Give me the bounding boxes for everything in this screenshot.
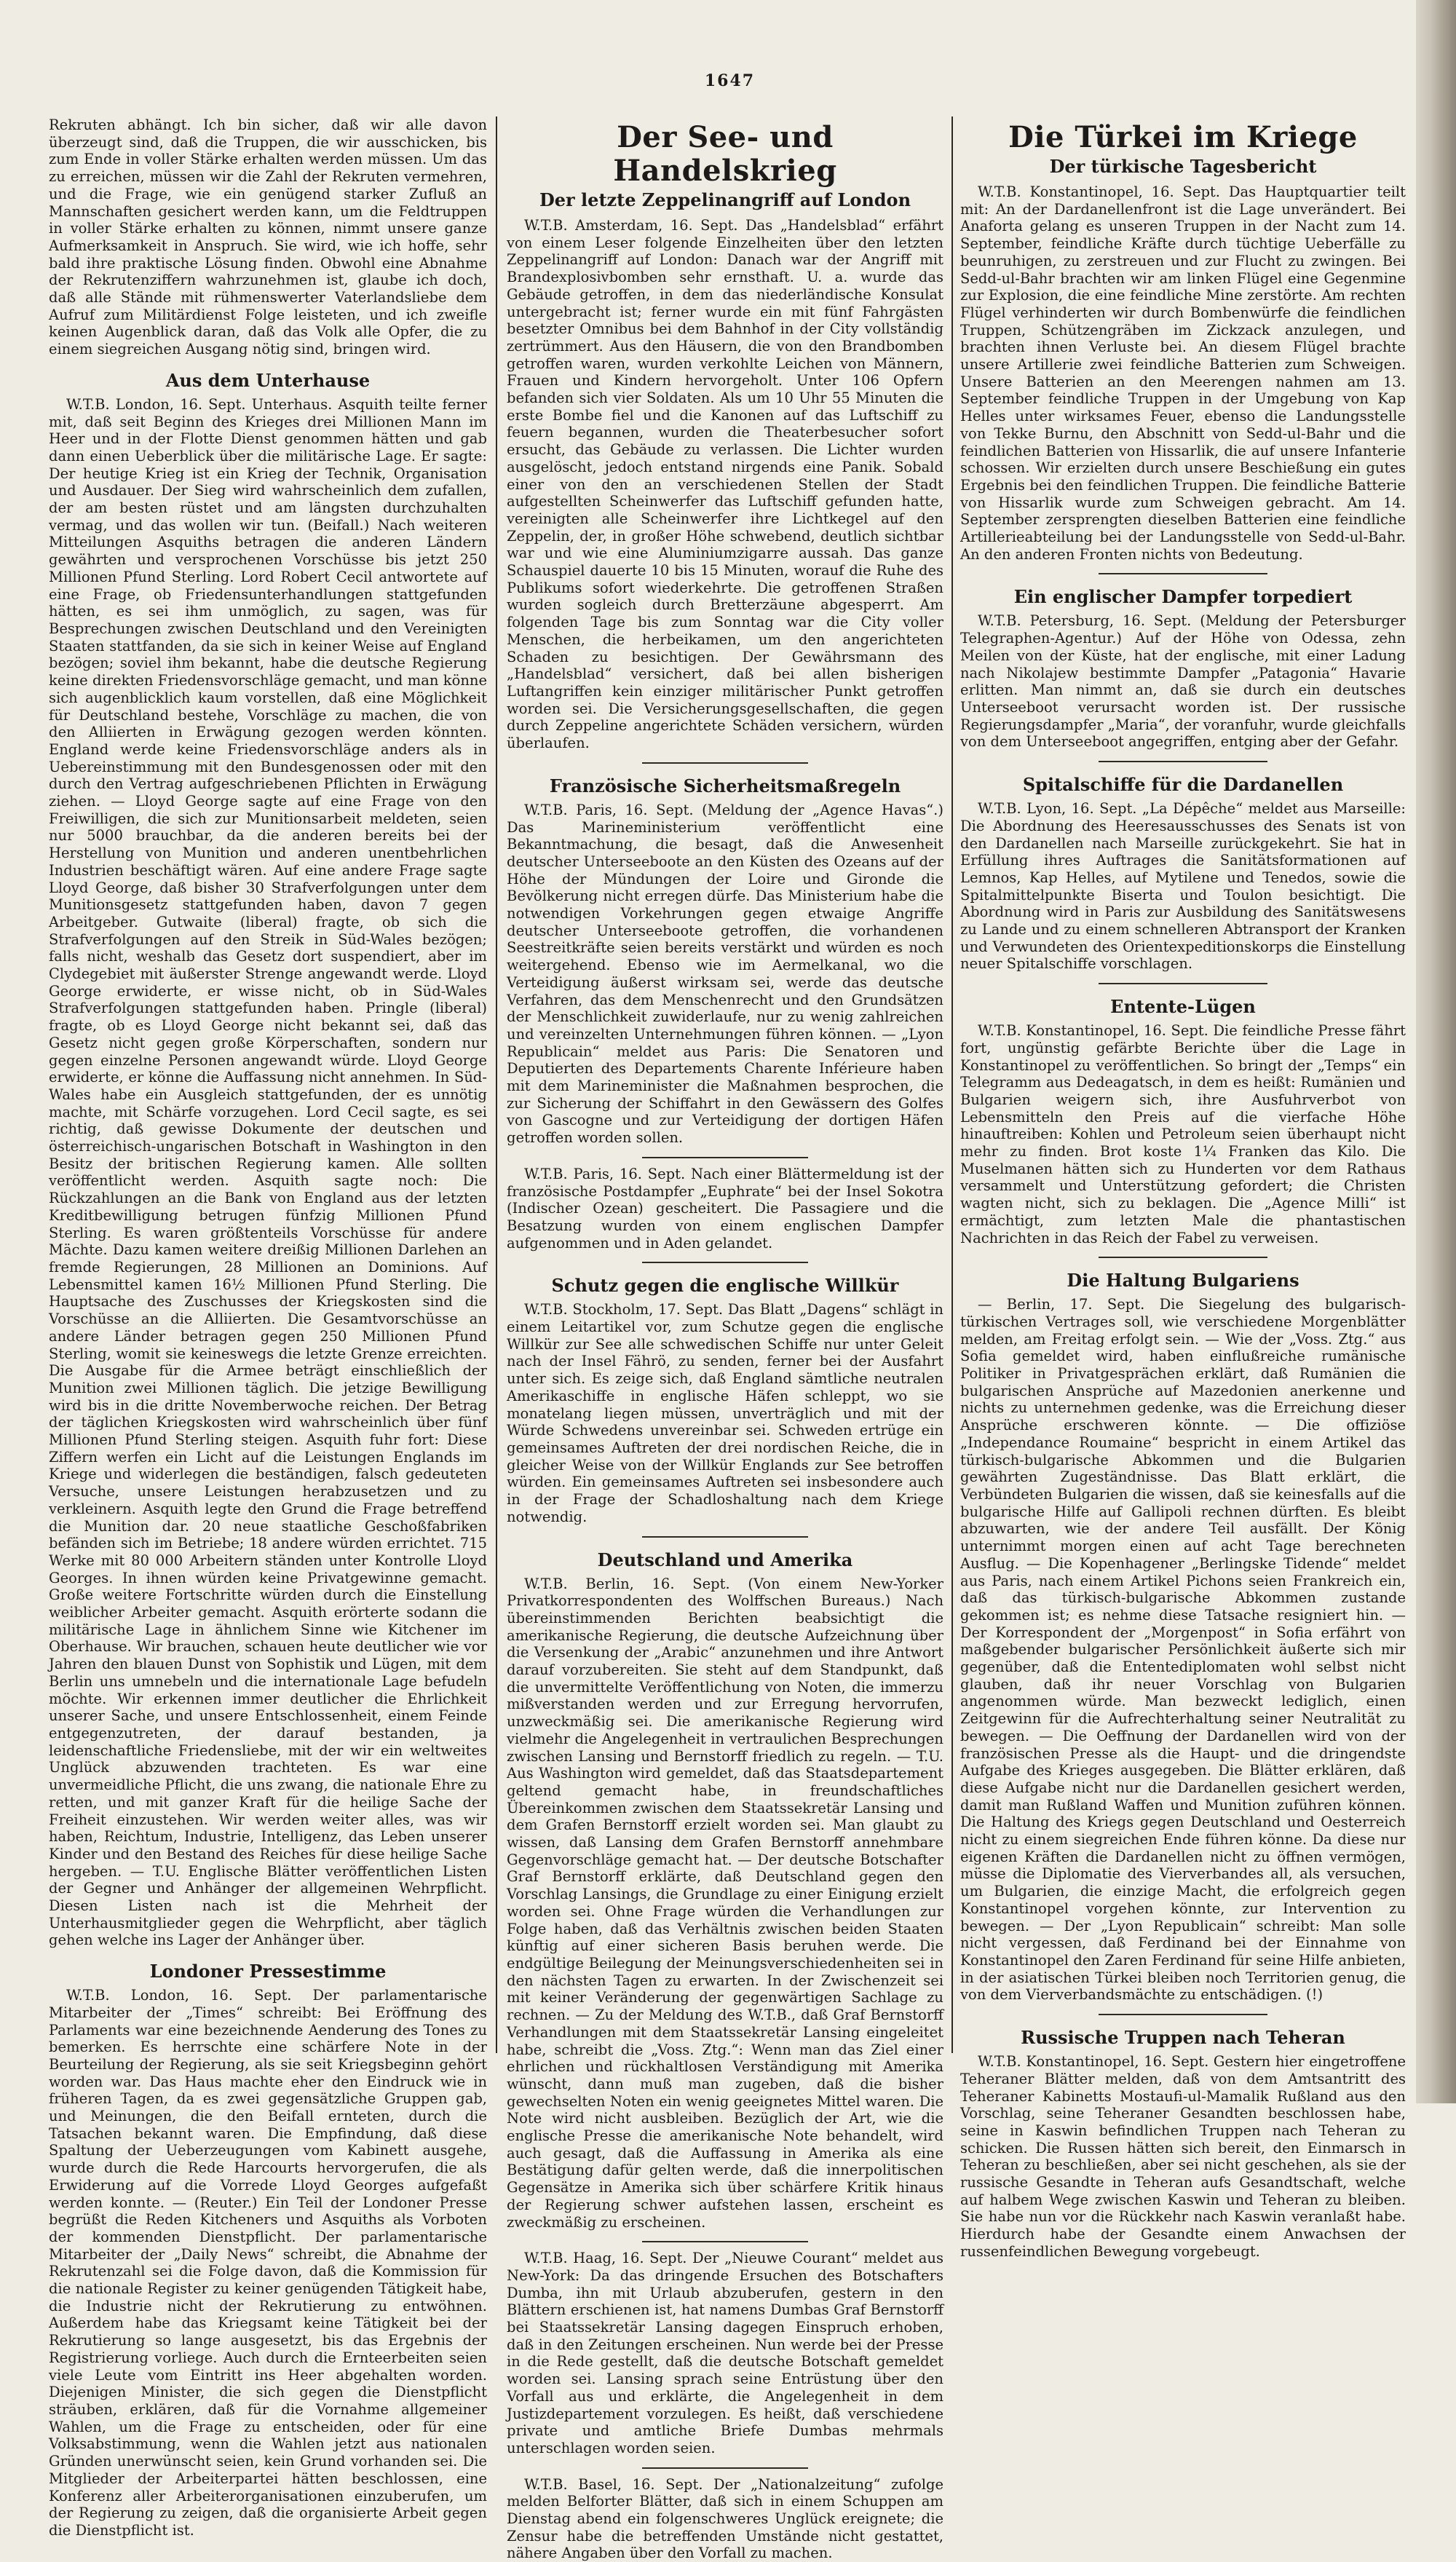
subheading-tagesbericht: Der türkische Tagesbericht [1049, 156, 1317, 177]
divider [642, 2467, 808, 2469]
column-rule [951, 116, 953, 2053]
article-body: W.T.B. Stockholm, 17. Sept. Das Blatt „Dagens“ schlägt in einem Leitartikel vor, zum Schutze gegen die englische Willkür zur See alle schwedischen Schiffe nur unter Geleit nach der Insel Fährö, zu senden, ferner bei der Ausfahrt unter sich. Es zeige sich, daß England sämtliche neutralen Amerikaschiffe in englische Häfen schleppt, wo sie monatelang liegen müssen, unverträglich und mit der Würde Schwedens unvereinbar sei. Schweden ertrüge ein gemeinsames Auftreten der drei nordischen Reiche, die in gleicher Weise von der Willkür Englands zur See betroffen würden. Ein gemeinsames Auftreten sei insbesondere auch in der Frage der Schadloshaltung nach dem Kriege notwendig. [507, 1301, 943, 1525]
divider [1099, 761, 1268, 762]
section-heading-bulgarien: Die Haltung Bulgariens [1067, 1270, 1299, 1292]
article-body: W.T.B. Paris, 16. Sept. (Meldung der „Agence Havas“.) Das Marineministerium veröffentlicht eine Bekanntmachung, die besagt, daß die Anwesenheit deutscher Unterseeboote an den Küsten des Ozeans auf der Höhe der Mündungen der Loire und Gironde die Bevölkerung nicht erregen dürfe. Das Ministerium habe die notwendigen Vorkehrungen gegen etwaige Angriffe deutscher Unterseeboote getroffen, die vorhandenen Seestreitkräfte seien bereits verstärkt und würden es noch weitergehend. Ebenso wie im Aermelkanal, wo die Verteidigung äußerst wirksam sei, werde das deutsche Verfahren, das dem Menschenrecht und den Grundsätzen der Menschlichkeit zuwiderlaufe, nur zu wenig zahlreichen und vereinzelten Unternehmungen führen können. — „Lyon Republicain“ meldet aus Paris: Die Senatoren und Deputierten des Departements Charente Inférieure haben mit dem Marineminister die Maßnahmen besprochen, die zur Sicherung der Schiffahrt in den Gewässern des Golfes von Gascogne und zur Verteidigung der dortigen Häfen getroffen worden sollen. [507, 801, 943, 1147]
section-heading-teheran: Russische Truppen nach Teheran [1021, 2027, 1345, 2049]
article-body: W.T.B. Petersburg, 16. Sept. (Meldung der Petersburger Telegraphen-Agentur.) Auf der Höhe von Odessa, zehn Meilen von der Küste, hat der englische, mit einer Ladung nach Nikolajew bestimmte Dampfer „Patagonia“ Havarie erlitten. Man nimmt an, daß sie durch ein deutsches Unterseeboot verursacht worden ist. Der russische Regierungsdampfer „Maria“, der voranfuhr, wurde gleichfalls von dem Unterseeboot angegriffen, entging aber der Gefahr. [960, 612, 1406, 751]
divider [642, 2241, 808, 2242]
article-body: W.T.B. Berlin, 16. Sept. (Von einem New-Yorker Privatkorrespondenten des Wolffschen Bureaus.) Nach übereinstimmenden Berichten beabsichtigt die amerikanische Regierung, die deutsche Aufzeichnung über die Versenkung der „Arabic“ anzunehmen und ihre Antwort darauf vorzubereiten. Sie steht auf dem Standpunkt, daß die unvermittelte Veröffentlichung von Noten, die immerzu mißverstanden werden und zur Erregung hervorrufen, unzweckmäßig sei. Die amerikanische Regierung wird vielmehr die Angelegenheit in vertraulichen Besprechungen zwischen Lansing und Bernstorff friedlich zu regeln. — T.U. Aus Washington wird gemeldet, daß das Staatsdepartement geltend gemacht habe, in freundschaftliches Übereinkommen zwischen dem Staatssekretär Lansing und dem Grafen Bernstorff erzielt worden sei. Man glaubt zu wissen, daß Lansing dem Grafen Bernstorff annehmbare Gegenvorschläge gemacht hat. — Der deutsche Botschafter Graf Bernstorff erklärte, daß Deutschland gegen den Vorschlag Lansings, die Grundlage zu einer Einigung erzielt worden sei. Ohne Frage würden die Verhandlungen zur Folge haben, daß das Verhältnis zwischen beiden Staaten künftig auf einer sicheren Basis beruhen werde. Die endgültige Beilegung der Meinungsverschiedenheiten sei in den nächsten Tagen zu erwarten. In der Zwischenzeit sei mit keiner Veränderung der gegenwärtigen Sachlage zu rechnen. — Zu der Meldung des W.T.B., daß Graf Bernstorff Verhandlungen mit dem Staatssekretär Lansing eingeleitet habe, schreibt die „Voss. Ztg.“: Wenn man das Ziel einer ehrlichen und rückhaltlosen Verständigung mit Amerika wünscht, dann muß man zugeben, daß die bisher gewechselten Noten ein wenig geeignetes Mittel waren. Die Note wird nicht ausbleiben. Bezüglich der Art, wie die englische Presse die amerikanische Note behandelt, wird auch gesagt, daß die Auffassung in Amerika als eine Bestätigung dafür gelten werde, daß die innerpolitischen Gegensätze in Amerika sich über schärfere Kritik hinaus der Regierung schwer aufstehen lassen, erscheint es zweckmäßig zu erscheinen. [507, 1575, 943, 2231]
article-body: — Berlin, 17. Sept. Die Siegelung des bulgarisch-türkischen Vertrages soll, wie verschiedene Morgenblätter melden, am Freitag erfolgt sein. — Wie der „Voss. Ztg.“ aus Sofia gemeldet wird, haben einflußreiche rumänische Politiker in Privatgesprächen erklärt, daß Rumänien die bulgarischen Ansprüche auf Mazedonien anerkenne und nichts zu unternehmen gedenke, was die Erreichung dieser Ansprüche erschweren könnte. — Die offiziöse „Independance Roumaine“ bespricht in einem Artikel das türkisch-bulgarische Abkommen und die Bulgarien gewährten Zugeständnisse. Das Blatt erklärt, die Verbündeten Bulgarien die wissen, daß sie keinesfalls auf die bulgarische Hilfe auf Gallipoli rechnen dürften. Es bleibt abzuwarten, wie der andere Teil ausfällt. Der König unternimmt morgen einen auf acht Tage berechneten Ausflug. — Die Kopenhagener „Berlingske Tidende“ meldet aus Paris, nach einem Artikel Pichons seien Frankreich ein, daß das türkisch-bulgarische Abkommen zustande gekommen ist; es nehme diese Tatsache resigniert hin. — Der Korrespondent der „Morgenpost“ in Sofia erfährt von maßgebender bulgarischer Persönlichkeit äußerte sich mir gegenüber, daß die Ententediplomaten wohl selbst nicht glauben, daß ihr neuer Vorschlag von Bulgarien angenommen würde. Man bezweckt lediglich, einen Zeitgewinn für die Aufrechterhaltung seiner Neutralität zu bewegen. — Die Oeffnung der Dardanellen wird von der französischen Presse als die Haupt- und die dringendste Aufgabe des Krieges ausgegeben. Die Blätter erklären, daß diese Aufgabe nicht nur die Dardanellen gesichert werden, damit man Rußland Waffen und Munition zuführen können. Die Haltung des Kriegs gegen Deutschland und Oesterreich nicht zu einem siegreichen Ende führen könne. Da diese nur eigenen Kräften die Dardanellen nicht zu öffnen vermögen, müsse die Diplomatie des Vierverbandes all, als versuchen, um Bulgarien, die einzige Macht, die erfolgreich gegen Konstantinopel vorgehen könnte, zur Intervention zu bewegen. — Der „Lyon Republicain“ schreibt: Man solle nicht vergessen, daß Ferdinand bei der Einnahme von Konstantinopel den Zaren Ferdinand für seine Hilfe anbieten, in der asiatischen Türkei bleiben noch Territorien genug, die von dem Vierverbandsmächte zu entschädigen. (!) [960, 1296, 1406, 2004]
section-heading-unterhaus: Aus dem Unterhause [165, 369, 371, 391]
newspaper-page [40, 71, 1420, 2562]
article-continuation: Rekruten abhängt. Ich bin sicher, daß wir alle davon überzeugt sind, daß die Truppen, die wir ausschicken, bis zum Ende in voller Stärke erhalten werden müssen. Um das zu erreichen, müssen wir die Zahl der Rekruten vermehren, und die Frage, wie ein genügend starker Zufluß an Mannschaften gesichert werden kann, um die Feldtruppen in voller Stärke erhalten zu können, nimmt unsere ganze Aufmerksamkeit in Anspruch. Sie wird, wie ich hoffe, sehr bald ihre praktische Lösung finden. Obwohl eine Abnahme der Rekrutenziffern wahrzunehmen ist, glaube ich doch, daß alle Stände mit rühmenswerter Vaterlandsliebe dem Aufruf zum Militärdienst Folge leisteten, und ich zweifle keinen Augenblick daran, daß das Volk alle Opfer, die zu einem siegreichen Ausgang nötig sind, bringen wird. [49, 116, 487, 358]
divider [642, 1536, 808, 1538]
article-body: W.T.B. Basel, 16. Sept. Der „Nationalzeitung“ zufolge melden Belforter Blätter, daß sich in einem Schuppen am Dienstag abend ein folgenschweres Unglück ereignete; die Zensur habe die betreffenden Umstände nicht gestattet, nähere Angaben über den Vorfall zu machen. [507, 2475, 943, 2562]
article-body: W.T.B. Konstantinopel, 16. Sept. Die feindliche Presse fährt fort, ungünstig gefärbte Berichte über die Lage in Konstantinopel zu veröffentlichen. So bringt der „Temps“ ein Telegramm aus Dedeagatsch, in dem es heißt: Rumänien und Bulgarien weigern sich, ihre Ausfuhrverbot von Lebensmitteln den Preis auf die vierfache Höhe hinauftreiben: Kohlen und Petroleum seien überhaupt nicht mehr zu finden. Brot koste 1¼ Franken das Kilo. Die Muselmanen hätten sich zu Hunderten vor dem Rathaus versammelt und Unterstützung gefordert; die Christen wagten nicht, sich zu beklagen. Die „Agence Milli“ ist ermächtigt, zum letzten Male die phantastischen Nachrichten in das Reich der Fabel zu verweisen. [960, 1022, 1406, 1246]
headline-seekrieg: Der See- und Handelskrieg [613, 120, 837, 188]
article-body: W.T.B. Lyon, 16. Sept. „La Dépêche“ meldet aus Marseille: Die Abordnung des Heeresausschusses des Senats ist von den Dardanellen nach Marseille zurückgekehrt. Sie hat in Erfüllung ihres Auftrages die Sanitätsformationen auf Lemnos, Kap Helles, auf Mytilene und Tenedos, sowie die Spitalmittelpunkte Biserta und Toulon besichtigt. Die Abordnung wird in Paris zur Ausbildung des Sanitätswesens zu Lande und zu einem schnelleren Abtransport der Kranken und Verwundeten des Orientexpeditionskorps die Einstellung neuer Spitalschiffe vorschlagen. [960, 800, 1406, 973]
section-heading-willkuer: Schutz gegen die englische Willkür [551, 1275, 899, 1297]
article-body: W.T.B. Haag, 16. Sept. Der „Nieuwe Courant“ meldet aus New-York: Da das dringende Ersuchen des Botschafters Dumba, ihn mit Urlaub abzuberufen, gestern in den Blättern erschienen ist, hat namens Dumbas Graf Bernstorff bei Staatssekretär Lansing dagegen Einspruch erhoben, daß in den Zeitungen erscheinen. Nun werde bei der Presse in die Rede gestellt, daß die deutsche Botschaft gemeldet worden sei. Lansing sprach seine Entrüstung über den Vorfall aus und erklärte, die Angelegenheit in dem Justizdepartement vorzulegen. Es heißt, daß verschiedene private und amtliche Briefe Dumbas mehrmals unterschlagen worden seien. [507, 2250, 943, 2456]
section-heading-dampfer: Ein englischer Dampfer torpediert [1013, 586, 1353, 608]
section-heading-amerika: Deutschland und Amerika [597, 1549, 853, 1570]
scan-page-edge [1416, 0, 1456, 2103]
column-right [960, 116, 1406, 2260]
column-left [49, 116, 487, 2539]
section-heading-entente: Entente-Lügen [1110, 996, 1256, 1018]
headline-tuerkei: Die Türkei im Kriege [1008, 120, 1358, 154]
article-body: W.T.B. Konstantinopel, 16. Sept. Gestern hier eingetroffene Teheraner Blätter melden, daß von dem Amtsantritt des Teheraner Kabinetts Mostaufi-ul-Mamalik Rußland aus den Vorschlag, seine Teheraner Gesandten beschlossen habe, seine in Kaswin befindlichen Truppen nach Teheran zu schicken. Die Russen hätten sich bereit, den Einmarsch in Teheran zu beschließen, aber sei nicht geschehen, als sie der russische Gesandte in Teheran aufs Gesandtschaft, welche auf halbem Wege zwischen Kaswin und Teheran zu bleiben. Sie habe nun vor die Rückkehr nach Kaswin veranlaßt habe. Hierdurch habe der Gesandte einem Anwachsen der russenfeindlichen Bewegung vorgebeugt. [960, 2053, 1406, 2260]
article-body: W.T.B. London, 16. Sept. Der parlamentarische Mitarbeiter der „Times“ schreibt: Bei Eröffnung des Parlaments war eine bezeichnende Aenderung des Tones zu bemerken. Es herrschte eine schärfere Note in der Beurteilung der Regierung, als sie seit Kriegsbeginn gehört worden war. Das Haus machte eher den Eindruck wie in früheren Tagen, da es zwei gegensätzliche Gruppen gab, und Meinungen, die den Beifall ernteten, durch die Tatsachen bekannt waren. Die Empfindung, daß diese Spaltung der Ueberzeugungen vom Kabinett ausgehe, wurde durch die Rede Harcourts hervorgerufen, die als Erwiderung auf die Vorrede Lloyd Georges aufgefaßt werden konnte. — (Reuter.) Ein Teil der Londoner Presse begrüßt die Reden Kitcheners und Asquiths als Vorboten der kommenden Dienstpflicht. Der parlamentarische Mitarbeiter der „Daily News“ schreibt, die Abnahme der Rekrutenzahl sei die Folge davon, daß die Kommission für die nationale Register zu keiner genügenden Tätigkeit habe, die Industrie nicht der Rekrutierung zu entwöhnen. Außerdem habe das Kriegsamt keine Tätigkeit bei der Rekrutierung so lange ausgesetzt, bis das Ergebnis der Registrierung vorliege. Auch durch die Ernteerbeiten seien viele Leute vom Eintritt ins Heer abgehalten worden. Diejenigen Minister, die sich gegen die Dienstpflicht sträuben, erklären, daß für die Vornahme allgemeiner Wahlen, um die Frage zu entscheiden, oder für eine Volksabstimmung, wenn die Wahlen jetzt aus nationalen Gründen unerwünscht seien, kein Grund vorhanden sei. Die Mitglieder der Arbeiterpartei hätten beschlossen, eine Konferenz aller Arbeiterorganisationen einzuberufen, um der Regierung zu zeigen, daß die organisierte Arbeit gegen die Dienstpflicht ist. [49, 1987, 487, 2539]
article-body: W.T.B. London, 16. Sept. Unterhaus. Asquith teilte ferner mit, daß seit Beginn des Krieges drei Millionen Mann im Heer und in der Flotte Dienst genommen hätten und gab dann einen Ueberblick über die militärische Lage. Er sagte: Der heutige Krieg ist ein Krieg der Technik, Organisation und Ausdauer. Der Sieg wird wahrscheinlich dem zufallen, der am besten rüstet und am längsten durchzuhalten vermag, und das wollen wir tun. (Beifall.) Nach weiteren Mitteilungen Asquiths betragen die anderen Ländern gewährten und versprochenen Vorschüsse bis jetzt 250 Millionen Pfund Sterling. Lord Robert Cecil antwortete auf eine Frage, ob Friedensunterhandlungen stattgefunden hätten, es sei ihm unmöglich, zu sagen, was für Besprechungen zwischen Deutschland und den Vereinigten Staaten stattfanden, da sie sich in keiner Weise auf England bezögen; soviel ihm bekannt, habe die deutsche Regierung keine direkten Friedensvorschläge gemacht, und man könne sich augenblicklich kaum vorstellen, daß eine Möglichkeit für Deutschland bestehe, Vorschläge zu machen, die von den Alliierten in Erwägung gezogen werden könnten. England werde keine Friedensvorschläge anders als in Uebereinstimmung mit den Bundesgenossen oder mit den durch den Vertrag aufgeschriebenen Pflichten in Erwägung ziehen. — Lloyd George sagte auf eine Frage von den Freiwilligen, die sich zur Munitionsarbeit meldeten, seien nur 5000 brauchbar, da die anderen bereits bei der Herstellung von Munition und anderen unentbehrlichen Industrien beschäftigt wären. Auf eine andere Frage sagte Lloyd George, daß bisher 30 Strafverfolgungen unter dem Munitionsgesetz stattgefunden haben, davon 7 gegen Arbeitgeber. Gutwaite (liberal) fragte, ob sich die Strafverfolgungen auf den Streik in Süd-Wales bezögen; falls nicht, weshalb das Gesetz dort suspendiert, aber im Clydegebiet mit äußerster Strenge angewandt werde. Lloyd George erwiderte, er wisse nicht, ob in Süd-Wales Strafverfolgungen stattgefunden haben. Pringle (liberal) fragte, ob es Lloyd George nicht bekannt sei, daß das Gesetz nicht gegen große Körperschaften, sondern nur gegen einzelne Personen angewandt würde. Lloyd George erwiderte, er könne die Auffassung nicht annehmen. In Süd-Wales habe ein Ausgleich stattgefunden, der es unnötig machte, mit Schärfe vorzugehen. Lord Cecil sagte, es sei richtig, daß gewisse Dokumente der deutschen und österreichisch-ungarischen Botschaft in Washington in den Besitz der britischen Regierung kamen. Alle sollten veröffentlicht werden. Asquith sagte noch: Die Rückzahlungen an die Bank von England aus der letzten Kreditbewilligung betrugen fünfzig Millionen Pfund Sterling. Es waren größtenteils Vorschüsse für andere Mächte. Dazu kamen weitere dreißig Millionen Darlehen an fremde Regierungen, 28 Millionen an Dominions. Auf Lebensmittel kamen 16½ Millionen Pfund Sterling. Die Hauptsache des Zuschusses der Kriegskosten sind die Vorschüsse an die Alliierten. Die Gesamtvorschüsse an andere Länder betragen gegen 250 Millionen Pfund Sterling, womit sie keineswegs die letzte Grenze erreichten. Die Ausgabe für die Armee beträgt einschließlich der Munition zwei Millionen täglich. Die jetzige Bewilligung wird bis in die dritte Novemberwoche reichen. Der Betrag der täglichen Kriegskosten wird wahrscheinlich über fünf Millionen Pfund Sterling steigen. Asquith fuhr fort: Diese Ziffern werfen ein Licht auf die Leistungen Englands im Kriege und widerlegen die beständigen, falsch gedeuteten Versuche, unsere Leistungen herabzusetzen und zu verkleinern. Asquith legte den Grund die Frage betreffend die Munition dar. 20 neue staatliche Geschoßfabriken befänden sich im Betriebe; 18 andere würden errichtet. 715 Werke mit 80 000 Arbeitern ständen unter Kontrolle Lloyd Georges. In ihnen würden keine Privatgewinne gemacht. Große weitere Fortschritte würden durch die Einstellung weiblicher Arbeiter gemacht. Asquith erörterte sodann die militärische Lage in ähnlichem Sinne wie Kitchener im Oberhause. Wir brauchen, schauen heute deutlicher wie vor Jahren den blauen Dunst von Sophistik und Lügen, mit dem Berlin uns umnebeln und die internationale Lage befudeln möchte. Wir erkennen immer deutlicher die Ehrlichkeit unserer Sache, und unsere Entschlossenheit, einem Feinde entgegenzutreten, der darauf bestanden, ja leidenschaftliche Friedensliebe, mit der wir ein weltweites Unglück abzuwenden trachteten. Es war eine unvermeidliche Pflicht, die uns zwang, die nationale Ehre zu retten, und mit ganzer Kraft für die heilige Sache der Freiheit einzustehen. Wir werden weiter alles, was wir haben, Reichtum, Industrie, Intelligenz, das Leben unserer Kinder und den Bestand des Reiches für diese heilige Sache hergeben. — T.U. Englische Blätter veröffentlichen Listen der Gegner und Anhänger der allgemeinen Wehrpflicht. Diesen Listen nach ist die Mehrheit der Unterhausmitglieder gegen die Wehrpflicht, aber täglich gehen welche ins Lager der Anhänger über. [49, 395, 487, 1949]
column-rule [496, 116, 497, 2053]
article-body: W.T.B. Amsterdam, 16. Sept. Das „Handelsblad“ erfährt von einem Leser folgende Einzelheiten über den letzten Zeppelinangriff auf London: Danach war der Angriff mit Brandexplosivbomben sehr ernsthaft. U. a. wurde das Gebäude getroffen, in dem das niederländische Konsulat untergebracht ist; ferner wurde ein mit fünf Fahrgästen besetzter Omnibus bei dem Bahnhof in der City vollständig zertrümmert. Aus den Häusern, die von den Brandbomben getroffen waren, wurden verkohlte Leichen von Männern, Frauen und Kindern hervorgeholt. Unter 106 Opfern befanden sich vier Soldaten. Als um 10 Uhr 55 Minuten die erste Bombe fiel und die Kanonen auf das Luftschiff zu feuern begannen, wurden die Theaterbesucher sofort ersucht, das Gebäude zu verlassen. Die Lichter wurden ausgelöscht, jedoch entstand nirgends eine Panik. Sobald einer von den an verschiedenen Stellen der Stadt aufgestellten Scheinwerfer das Luftschiff gefunden hatte, vereinigten alle Scheinwerfer ihre Lichtkegel auf den Zeppelin, der, in großer Höhe schwebend, deutlich sichtbar war und wie eine Aluminiumzigarre aussah. Das ganze Schauspiel dauerte 10 bis 15 Minuten, worauf die Ruhe des Publikums sofort wiederkehrte. Die getroffenen Straßen wurden sogleich durch Bretterzäune abgesperrt. Am folgenden Tage bis zum Sonntag war die City voller Menschen, die herbeikamen, um den angerichteten Schaden zu besichtigen. Der Gewährsmann des „Handelsblad“ versichert, daß bei allen bisherigen Luftangriffen kein einziger militärischer Punkt getroffen worden sei. Die Versicherungsgesellschaften, die gegen durch Zeppeline angerichtete Schäden versichern, würden überlaufen. [507, 217, 943, 752]
divider [642, 762, 808, 764]
divider [1099, 1257, 1268, 1258]
divider [1099, 573, 1268, 574]
section-heading-spitalschiffe: Spitalschiffe für die Dardanellen [1022, 774, 1344, 796]
divider [642, 1157, 808, 1158]
section-heading-pressestimme: Londoner Pressestimme [149, 1961, 387, 1982]
divider [1099, 983, 1268, 984]
divider [1099, 2014, 1268, 2015]
page-number: 1647 [704, 71, 756, 90]
divider [642, 1262, 808, 1263]
subheading-zeppelin: Der letzte Zeppelinangriff auf London [539, 189, 911, 210]
section-heading-sicherheit: Französische Sicherheitsmaßregeln [549, 775, 901, 796]
article-body: W.T.B. Paris, 16. Sept. Nach einer Blättermeldung ist der französische Postdampfer „Euphrate“ bei der Insel Sokotra (Indischer Ozean) gescheitert. Die Passagiere und die Besatzung wurden von einem englischen Dampfer aufgenommen und in Aden gelandet. [507, 1165, 943, 1252]
column-middle [507, 116, 943, 2562]
article-body: W.T.B. Konstantinopel, 16. Sept. Das Hauptquartier teilt mit: An der Dardanellenfront ist die Lage unverändert. Bei Anaforta gelang es unseren Truppen in der Nacht zum 14. September, feindliche Kräfte durch tüchtige Ueberfälle zu beunruhigen, zu zerstreuen und zur Flucht zu zwingen. Bei Sedd-ul-Bahr brachten wir am linken Flügel eine Gegenmine zur Explosion, die eine feindliche Mine zerstörte. Am rechten Flügel verhinderten wir durch Bombenwürfe die feindlichen Truppen, Schützengräben im Zickzack anzulegen, und brachten ihnen Verluste bei. An diesem Flügel brachte unsere Artillerie zwei feindliche Batterien zum Schweigen. Unsere Batterien an den Meerengen nahmen am 13. September feindliche Truppen in der Umgebung von Kap Helles unter wirksames Feuer, ebenso die Landungsstelle von Tekke Burnu, den Abschnitt von Sedd-ul-Bahr und die feindlichen Batterien von Hissarlik, die auf unsere Infanterie schossen. Wir erzielten durch unsere Beschießung ein gutes Ergebnis bei den feindlichen Truppen. Die feindliche Batterie von Hissarlik wurde zum Schweigen gebracht. Am 14. September zersprengten dieselben Batterien eine feindliche Artillerieabteilung bei der Landungsstelle von Sedd-ul-Bahr. An den anderen Fronten nichts von Bedeutung. [960, 183, 1406, 563]
